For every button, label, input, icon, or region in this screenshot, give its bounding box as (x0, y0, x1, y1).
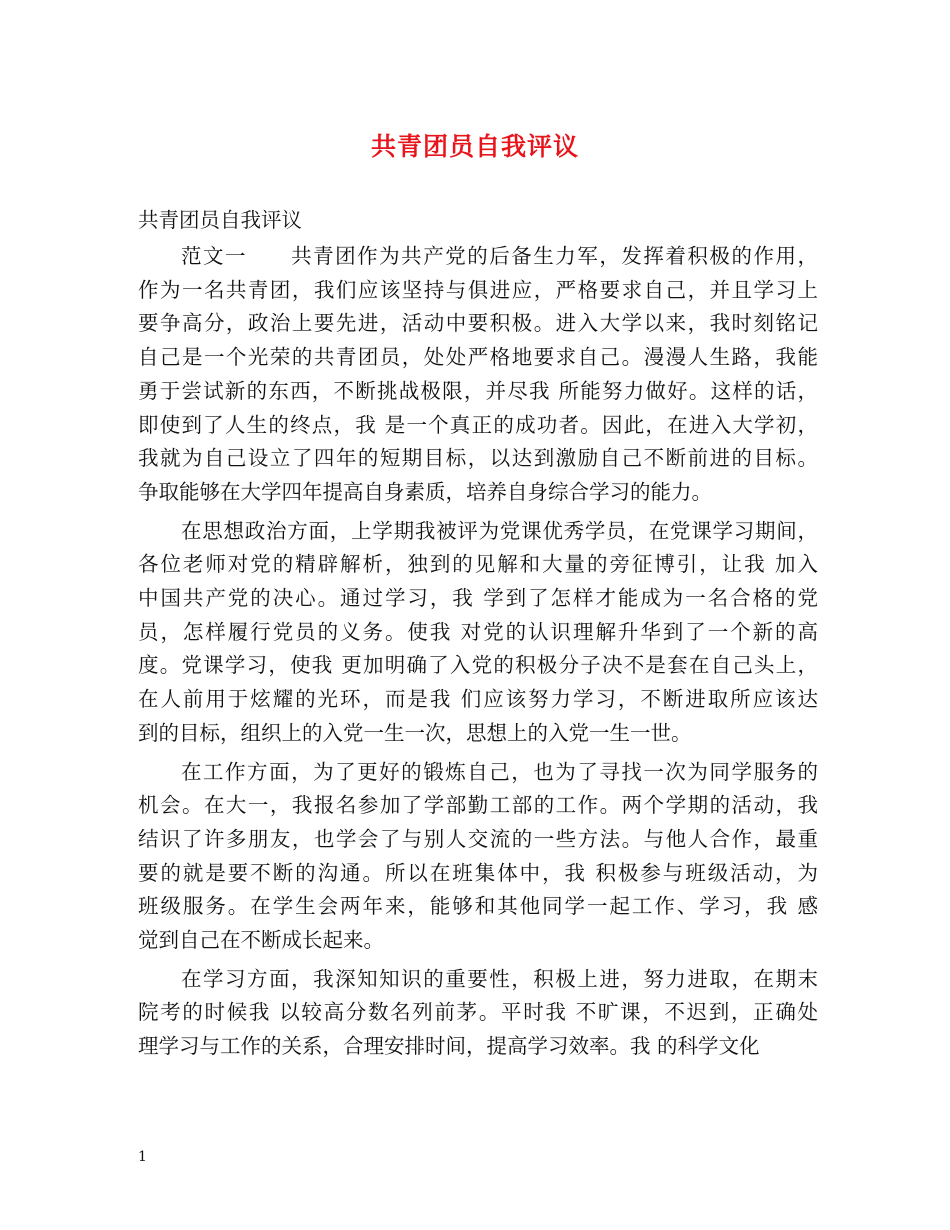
paragraph-line: 觉到自己在不断成长起来。 (138, 928, 384, 953)
paragraph-line: 在工作方面，为了更好的锻炼自己，也为了寻找一次为同学服务的 (181, 759, 818, 784)
paragraph-line: 即使到了人生的终点，我 是一个真正的成功者。因此，在进入大学初， (138, 412, 818, 437)
paragraph (138, 240, 818, 510)
paragraph-line: 在人前用于炫耀的光环，而是我 们应该努力学习，不断进取所应该达 (138, 687, 818, 712)
paragraph-line: 院考的时候我 以较高分数名列前茅。平时我 不旷课，不迟到，正确处 (138, 1000, 818, 1025)
paragraph-line: 机会。在大一，我报名参加了学部勤工部的工作。两个学期的活动，我 (138, 793, 818, 818)
paragraph-line: 自己是一个光荣的共青团员，处处严格地要求自己。漫漫人生路，我能 (138, 345, 818, 370)
page-number: 1 (138, 1149, 147, 1165)
paragraph (138, 963, 818, 1064)
paragraph-line: 在学习方面，我深知知识的重要性，积极上进，努力进取，在期末 (181, 966, 818, 991)
paragraph-line: 在思想政治方面，上学期我被评为党课优秀学员，在党课学习期间， (181, 518, 818, 543)
paragraph (138, 756, 818, 958)
paragraph-line: 班级服务。在学生会两年来，能够和其他同学一起工作、学习，我 感 (138, 894, 818, 919)
paragraph-line: 度。党课学习，使我 更加明确了入党的积极分子决不是套在自己头上， (138, 653, 818, 678)
paragraph-line: 到的目标，组织上的入党一生一次，思想上的入党一生一世。 (138, 720, 692, 745)
paragraph-line: 勇于尝试新的东西，不断挑战极限，并尽我 所能努力做好。这样的话， (138, 378, 818, 403)
paragraph-line: 范文一 共青团作为共产党的后备生力军，发挥着积极的作用， (181, 244, 818, 268)
paragraph-line: 要的就是要不断的沟通。所以在班集体中，我 积极参与班级活动，为 (138, 860, 818, 885)
paragraph-line: 要争高分，政治上要先进，活动中要积极。进入大学以来，我时刻铭记 (138, 311, 818, 336)
document-subtitle: 共青团员自我评议 (138, 208, 302, 232)
paragraph-line: 理学习与工作的关系，合理安排时间，提高学习效率。我 的科学文化 (138, 1034, 760, 1059)
paragraph-line: 我就为自己设立了四年的短期目标，以达到激励自己不断前进的目标。 (138, 446, 818, 471)
paragraph-line: 作为一名共青团，我们应该坚持与俱进应，严格要求自己，并且学习上 (138, 277, 818, 302)
paragraph (138, 515, 818, 751)
paragraph-line: 中国共产党的决心。通过学习，我 学到了怎样才能成为一名合格的党 (138, 586, 818, 611)
document-body (138, 240, 818, 1069)
paragraph-line: 员，怎样履行党员的义务。使我 对党的认识理解升华到了一个新的高 (138, 619, 818, 644)
paragraph-line: 各位老师对党的精辟解析，独到的见解和大量的旁征博引，让我 加入 (138, 552, 818, 577)
document-title: 共青团员自我评议 (370, 132, 579, 161)
paragraph-line: 争取能够在大学四年提高自身素质，培养自身综合学习的能力。 (138, 479, 712, 504)
paragraph-line: 结识了许多朋友，也学会了与别人交流的一些方法。与他人合作，最重 (138, 826, 818, 851)
